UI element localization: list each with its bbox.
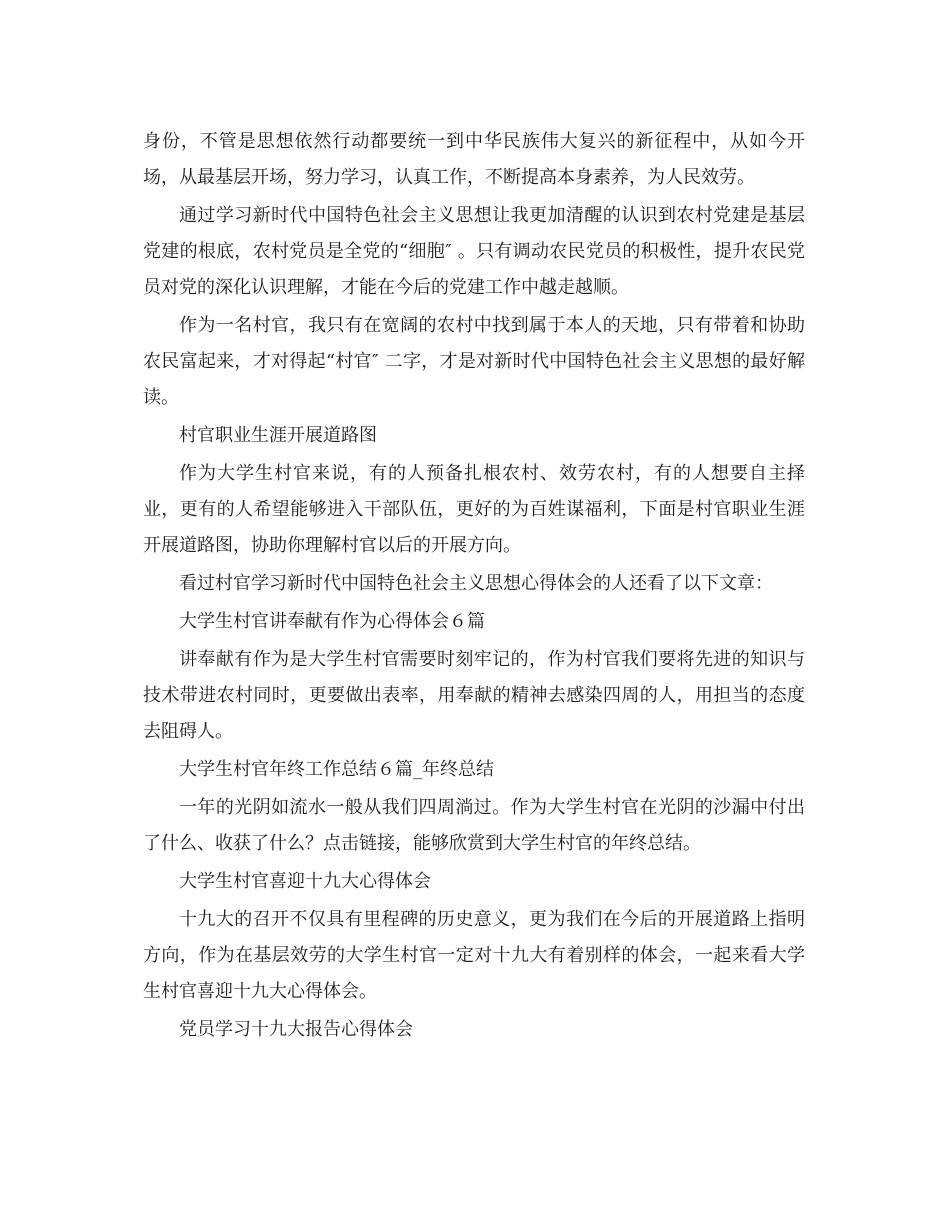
paragraph: 看过村官学习新时代中国特色社会主义思想心得体会的人还看了以下文章： (179, 573, 773, 594)
article-link-title: 大学生村官讲奉献有作为心得体会６篇 (179, 611, 485, 632)
article-link-title: 党员学习十九大报告心得体会 (179, 1019, 413, 1040)
paragraph: 通过学习新时代中国特色社会主义思想让我更加清醒的认识到农村党建是基层党建的根底，农村党员是全党的“细胞″ 。只有调动农民党员的积极性，提升农民党员对党的深化认识理解，才能在今后的党建工作中越走越顺。 (143, 205, 805, 298)
article-summary: 讲奉献有作为是大学生村官需要时刻牢记的，作为村官我们要将先进的知识与技术带进农村同时，更要做出表率，用奉献的精神去感染四周的人，用担当的态度去阻碍人。 (143, 649, 805, 742)
article-link-title: 大学生村官年终工作总结６篇_年终总结 (179, 759, 494, 780)
article-summary: 一年的光阴如流水一般从我们四周淌过。作为大学生村官在光阴的沙漏中付出了什么、收获了什么？点击链接，能够欣赏到大学生村官的年终总结。 (143, 797, 805, 854)
paragraph: 作为一名村官，我只有在宽阔的农村中找到属于本人的天地，只有带着和协助农民富起来，才对得起“村官″ 二字，才是对新时代中国特色社会主义思想的最好解读。 (143, 315, 805, 408)
paragraph: 作为大学生村官来说，有的人预备扎根农村、效劳农村，有的人想要自主择业，更有的人希望能够进入干部队伍，更好的为百姓谋福利，下面是村官职业生涯开展道路图，协助你理解村官以后的开展方向。 (143, 463, 805, 556)
article-link-title: 大学生村官喜迎十九大心得体会 (179, 871, 431, 892)
article-summary: 十九大的召开不仅具有里程碑的历史意义，更为我们在今后的开展道路上指明方向，作为在基层效劳的大学生村官一定对十九大有着别样的体会，一起来看大学生村官喜迎十九大心得体会。 (143, 909, 805, 1002)
section-heading: 村官职业生涯开展道路图 (179, 425, 377, 446)
document-body (143, 124, 805, 1050)
paragraph-continued: 身份，不管是思想依然行动都要统一到中华民族伟大复兴的新征程中，从如今开场，从最基层开场，努力学习，认真工作，不断提高本身素养，为人民效劳。 (143, 131, 805, 188)
